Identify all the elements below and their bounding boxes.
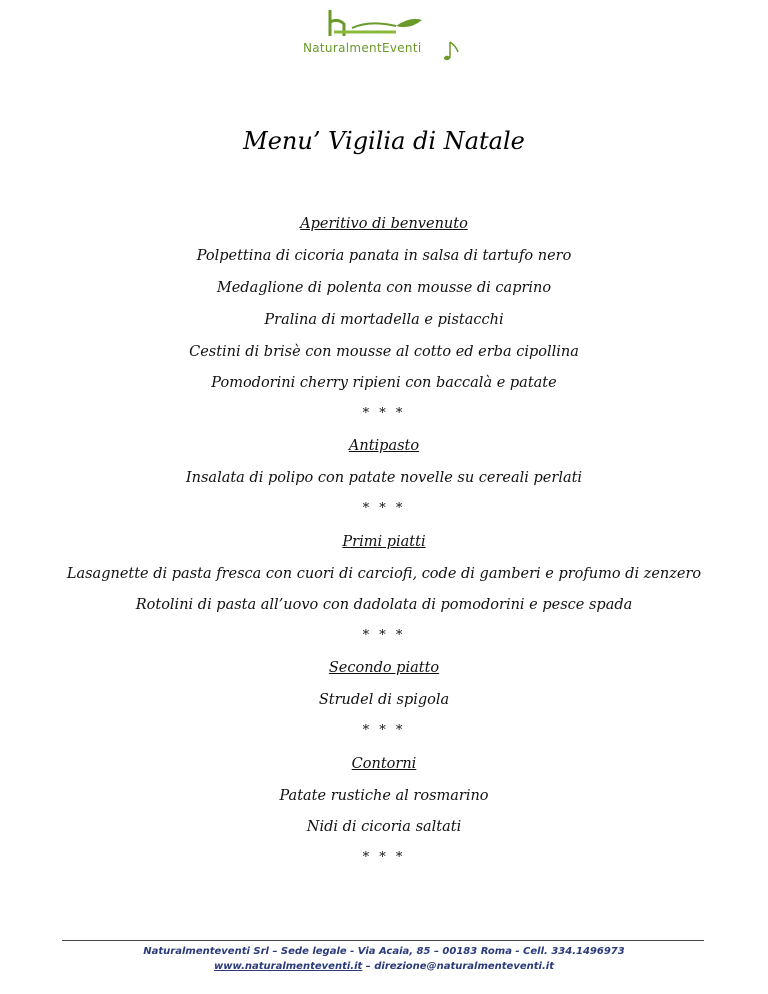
separator: * * * — [362, 723, 406, 738]
brand-logo-icon — [300, 6, 470, 64]
footer-email: – direzione@naturalmenteventi.it — [362, 961, 554, 972]
menu-item: Patate rustiche al rosmarino — [279, 788, 489, 804]
menu-item: Medaglione di polenta con mousse di caprino — [216, 280, 552, 296]
separator: * * * — [362, 406, 406, 421]
menu-item: Insalata di polipo con patate novelle su cereali perlati — [185, 470, 583, 486]
footer-contacts — [0, 961, 768, 972]
footer-address: Naturalmenteventi Srl – Sede legale - Via Acaia, 85 – 00183 Roma - Cell. 334.1496973 — [143, 946, 625, 957]
menu-item: Strudel di spigola — [318, 692, 450, 708]
separator: * * * — [362, 501, 406, 516]
section-heading-primi: Primi piatti — [342, 534, 426, 550]
menu-item: Rotolini di pasta all’uovo con dadolata di pomodorini e pesce spada — [135, 597, 633, 613]
menu-item: Pomodorini cherry ripieni con baccalà e patate — [211, 375, 557, 391]
menu-item: Cestini di brisè con mousse al cotto ed erba cipollina — [189, 344, 579, 360]
separator: * * * — [362, 850, 406, 865]
page-title: Menu’ Vigilia di Natale — [243, 127, 525, 155]
section-heading-aperitivo: Aperitivo di benvenuto — [300, 216, 468, 232]
footer-divider — [62, 940, 704, 941]
separator: * * * — [362, 628, 406, 643]
section-heading-secondo: Secondo piatto — [328, 660, 440, 676]
website-link[interactable]: www.naturalmenteventi.it — [214, 961, 363, 972]
section-heading-antipasto: Antipasto — [348, 438, 420, 454]
menu-item: Polpettina di cicoria panata in salsa di tartufo nero — [196, 248, 572, 264]
section-heading-contorni: Contorni — [351, 756, 417, 772]
menu-item: Pralina di mortadella e pistacchi — [264, 312, 504, 328]
menu-item: Nidi di cicoria saltati — [306, 819, 462, 835]
brand-logo-text: NaturalmentEventi — [303, 41, 422, 55]
menu-item: Lasagnette di pasta fresca con cuori di carciofi, code di gamberi e profumo di zenzero — [66, 566, 702, 582]
